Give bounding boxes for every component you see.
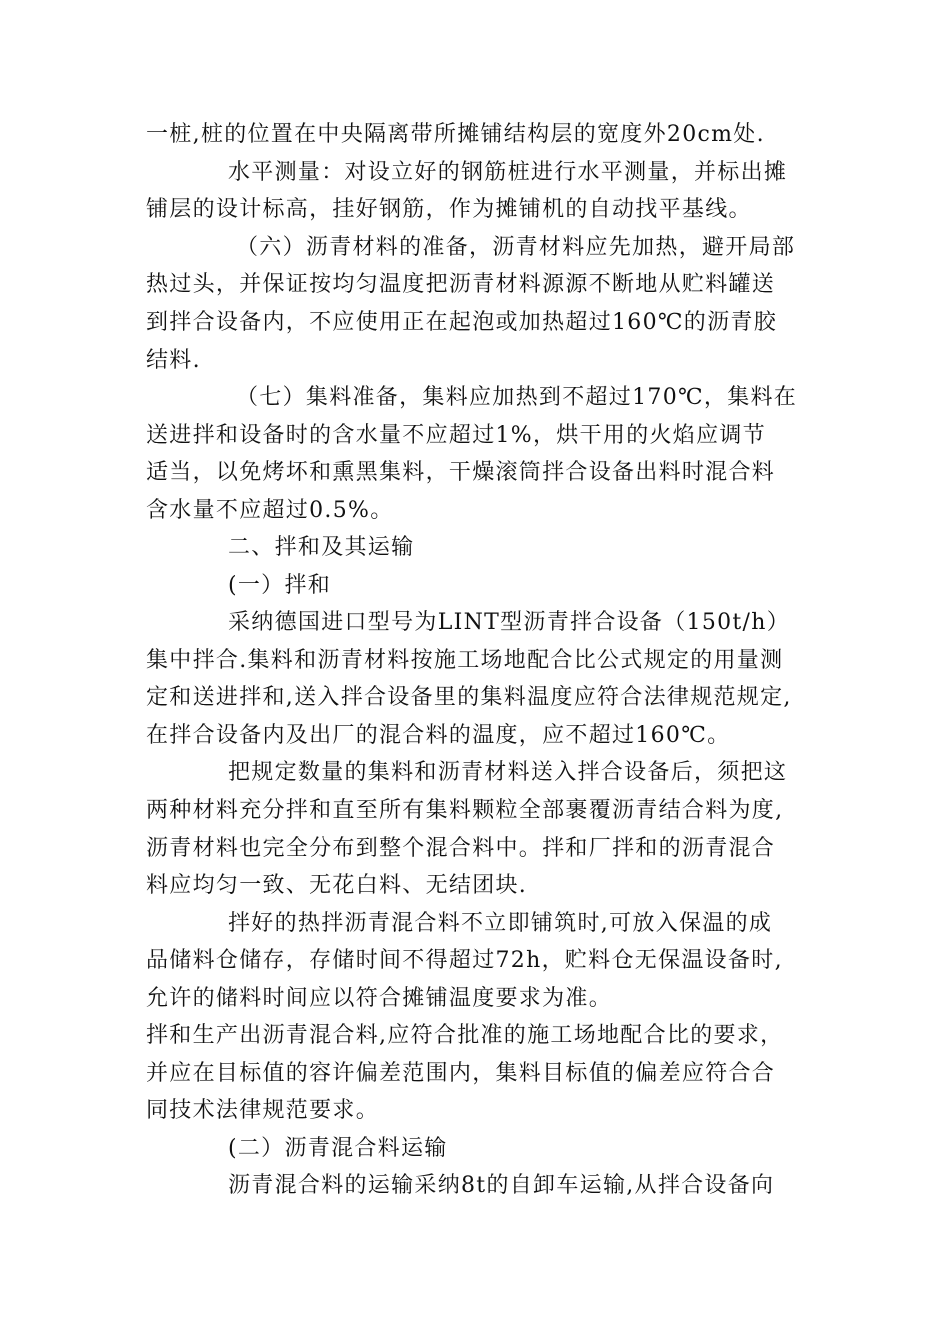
text-line: 沥青混合料的运输采纳8t的自卸车运输,从拌合设备向 (228, 1173, 775, 1198)
text-line: 拌好的热拌沥青混合料不立即铺筑时,可放入保温的成 (228, 911, 773, 936)
text-line: 定和送进拌和,送入拌合设备里的集料温度应符合法律规范规定, (146, 685, 792, 710)
text-line: 品储料仓储存，存储时间不得超过72h，贮料仓无保温设备时, (146, 948, 783, 973)
text-line: 到拌合设备内，不应使用正在起泡或加热超过160℃的沥青胶 (146, 310, 778, 335)
text-line: 并应在目标值的容许偏差范围内，集料目标值的偏差应符合合 (146, 1061, 776, 1086)
subsection-heading: (二）沥青混合料运输 (228, 1136, 448, 1161)
text-line: 料应均匀一致、无花白料、无结团块. (146, 873, 528, 898)
text-line: 含水量不应超过0.5%。 (146, 498, 394, 523)
text-line: 拌和生产出沥青混合料,应符合批准的施工场地配合比的要求， (146, 1023, 784, 1048)
text-line: （七）集料准备，集料应加热到不超过170℃，集料在 (236, 385, 798, 410)
text-line: 热过头，并保证按均匀温度把沥青材料源源不断地从贮料罐送 (146, 272, 776, 297)
text-line: 同技术法律规范要求。 (146, 1098, 380, 1123)
text-line: 采纳德国进口型号为LINT型沥青拌合设备（150t/h） (228, 610, 791, 635)
text-line: 适当，以免烤坏和熏黑集料，干燥滚筒拌合设备出料时混合料 (146, 460, 776, 485)
text-line: 水平测量：对设立好的钢筋桩进行水平测量，并标出摊 (228, 160, 788, 185)
text-line: 允许的储料时间应以符合摊铺温度要求为准。 (146, 986, 613, 1011)
text-line: （六）沥青材料的准备，沥青材料应先加热，避开局部 (236, 235, 796, 260)
text-line: 沥青材料也完全分布到整个混合料中。拌和厂拌和的沥青混合 (146, 836, 776, 861)
text-line: 两种材料充分拌和直至所有集料颗粒全部裹覆沥青结合料为度, (146, 798, 784, 823)
text-line: 集中拌合.集料和沥青材料按施工场地配合比公式规定的用量测 (146, 648, 784, 673)
text-line: 结料. (146, 348, 201, 373)
subsection-heading: (一）拌和 (228, 573, 332, 598)
section-heading: 二、拌和及其运输 (228, 535, 415, 560)
text-line: 把规定数量的集料和沥青材料送入拌合设备后，须把这 (228, 760, 788, 785)
text-line: 铺层的设计标高，挂好钢筋，作为摊铺机的自动找平基线。 (146, 197, 752, 222)
text-line: 一桩,桩的位置在中央隔离带所摊铺结构层的宽度外20cm处. (146, 122, 765, 147)
text-line: 送进拌和设备时的含水量不应超过1%，烘干用的火焰应调节 (146, 423, 767, 448)
text-line: 在拌合设备内及出厂的混合料的温度，应不超过160℃。 (146, 723, 731, 748)
